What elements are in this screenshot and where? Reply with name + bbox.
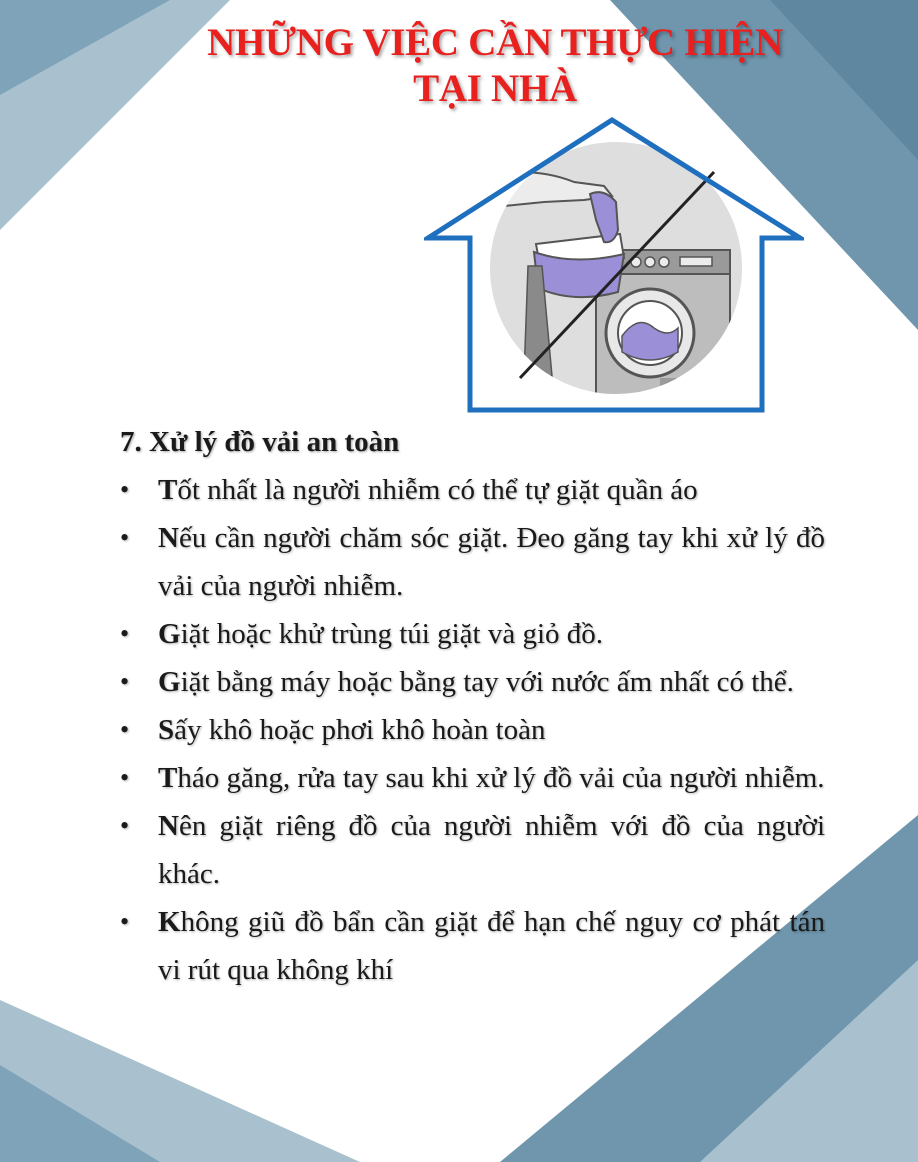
- section-heading: 7. Xử lý đồ vải an toàn: [120, 426, 400, 458]
- bullet-list: [120, 466, 825, 994]
- item-lead-letter: S: [158, 714, 175, 746]
- list-item: [120, 610, 825, 658]
- item-lead-letter: N: [158, 810, 179, 842]
- bullet-icon: •: [120, 763, 130, 792]
- bullet-icon: •: [120, 475, 130, 504]
- list-item: [120, 658, 825, 706]
- list-item: [120, 898, 825, 994]
- item-lead-letter: N: [158, 522, 179, 554]
- bullet-icon: •: [120, 619, 130, 648]
- title-line-2: TẠI NHÀ: [413, 67, 577, 110]
- title-line-1: NHỮNG VIỆC CẦN THỰC HIỆN: [207, 21, 783, 64]
- bullet-icon: •: [120, 715, 130, 744]
- list-item: [120, 466, 825, 514]
- bullet-icon: •: [120, 907, 130, 936]
- list-item: [120, 754, 825, 802]
- item-lead-letter: G: [158, 666, 181, 698]
- item-lead-letter: T: [158, 762, 178, 794]
- item-lead-letter: G: [158, 618, 181, 650]
- item-text: ốt nhất là người nhiễm có thể tự giặt quần áo: [177, 474, 698, 506]
- list-item: [120, 802, 825, 898]
- item-text: háo găng, rửa tay sau khi xử lý đồ vải của người nhiễm.: [177, 762, 825, 794]
- list-item: [120, 706, 825, 754]
- item-lead-letter: T: [158, 474, 178, 506]
- item-text: ếu cần người chăm sóc giặt. Đeo găng tay khi xử lý đồ vải của người nhiễm.: [158, 522, 825, 602]
- bullet-icon: •: [120, 811, 130, 840]
- list-item: [120, 514, 825, 610]
- item-text: hông giũ đồ bẩn cần giặt để hạn chế nguy cơ phát tán vi rút qua không khí: [158, 906, 825, 986]
- bullet-icon: •: [120, 667, 130, 696]
- page-title: [150, 20, 840, 112]
- house-laundry-illustration: [424, 116, 804, 416]
- content-section: [120, 422, 825, 994]
- item-text: ấy khô hoặc phơi khô hoàn toàn: [174, 714, 546, 746]
- item-lead-letter: K: [158, 906, 181, 938]
- item-text: iặt bằng máy hoặc bằng tay với nước ấm nhất có thể.: [180, 666, 794, 698]
- item-text: ên giặt riêng đồ của người nhiễm với đồ của người khác.: [158, 810, 825, 890]
- item-text: iặt hoặc khử trùng túi giặt và giỏ đồ.: [180, 618, 604, 650]
- bullet-icon: •: [120, 523, 130, 552]
